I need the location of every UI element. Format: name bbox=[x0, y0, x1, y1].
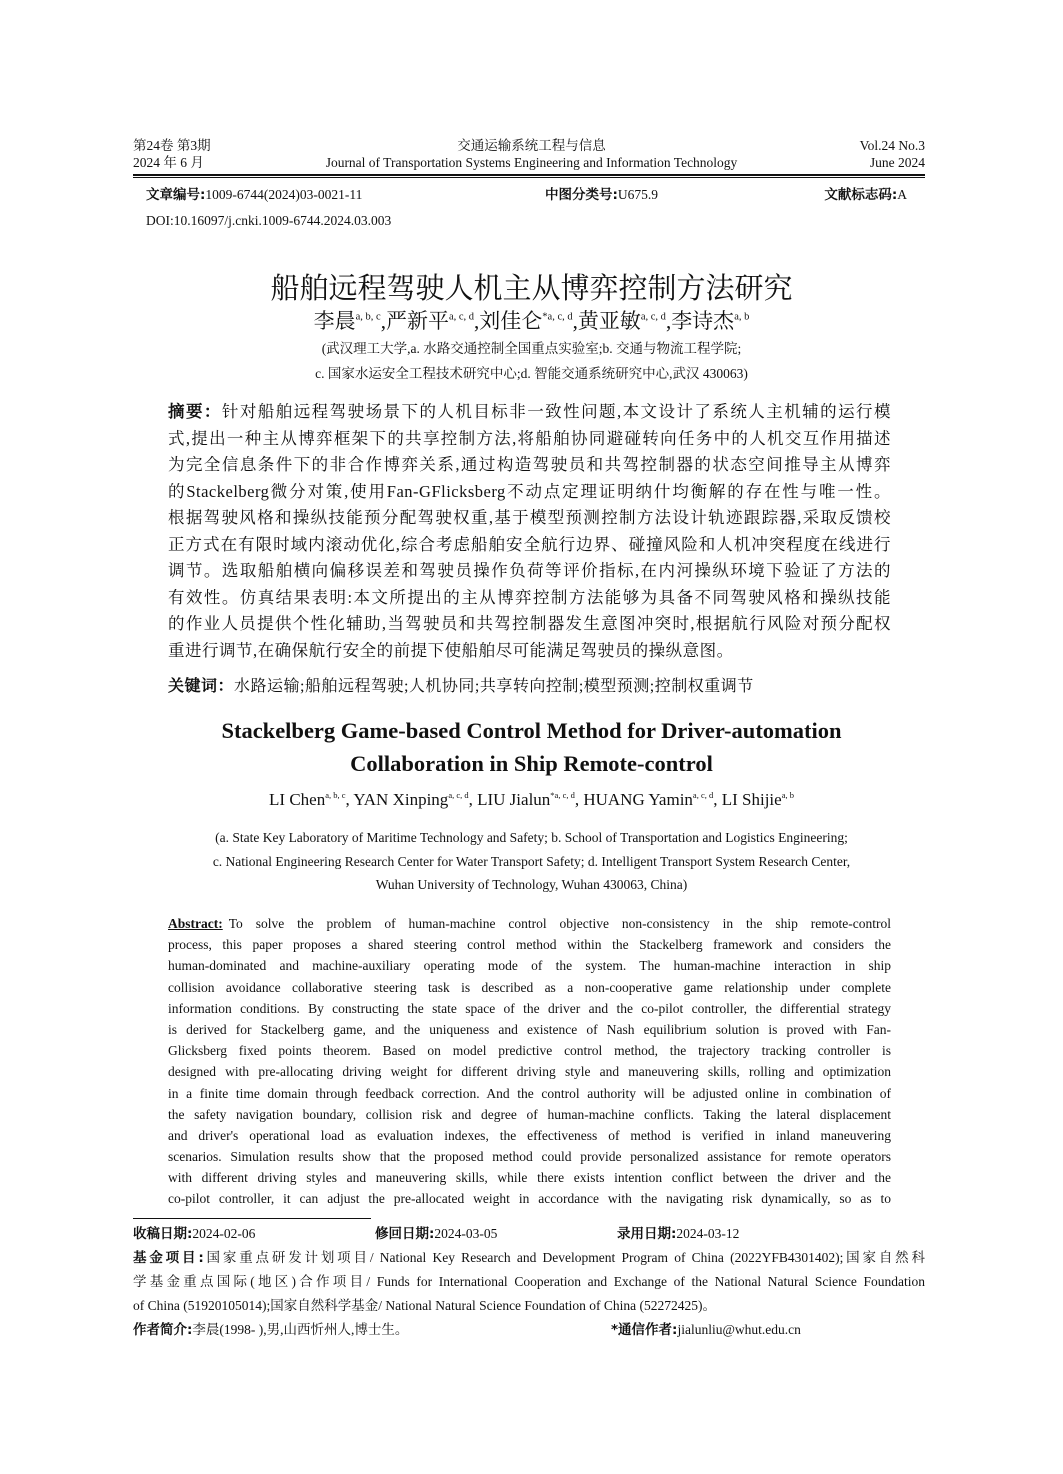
author-name: 李诗杰 bbox=[671, 309, 735, 333]
received-date: 2024-02-06 bbox=[192, 1226, 256, 1241]
revised-date: 2024-03-05 bbox=[434, 1226, 498, 1241]
label: 中图分类号: bbox=[545, 187, 618, 203]
title-line: Stackelberg Game-based Control Method for Driver-automation bbox=[221, 718, 842, 743]
revised-label: 修回日期: bbox=[375, 1226, 435, 1242]
author-affiliation-mark: *a, c, d bbox=[550, 790, 575, 801]
abstract-text: 式,提出一种主从博弈框架下的共享控制方法,将船舶协同避碰转向任务中的人机交互作用描述 bbox=[168, 428, 891, 448]
abstract-line bbox=[168, 1019, 891, 1040]
affiliation-en bbox=[0, 826, 1063, 897]
abstract-line bbox=[168, 998, 891, 1019]
abstract-text: 的Stackelberg微分对策,使用Fan-GFlicksberg不动点定理证明纳什均衡解的存在性与唯一性。 bbox=[168, 481, 891, 501]
abstract-text: in a finite time domain through feedback correction. And the control authority will be adjusted online in combination of bbox=[168, 1085, 891, 1101]
abstract-line bbox=[168, 1040, 891, 1061]
abstract-line bbox=[168, 955, 891, 976]
abstract-line bbox=[168, 1104, 891, 1125]
abstract-line bbox=[168, 1061, 891, 1082]
abstract-line bbox=[168, 1125, 891, 1146]
corresponding-email[interactable]: jialunliu@whut.edu.cn bbox=[677, 1322, 801, 1337]
abstract-text: 针对船舶远程驾驶场景下的人机目标非一致性问题,本文设计了系统人主机辅的运行模 bbox=[221, 402, 891, 421]
fund-line: 国家重点研发计划项目/ National Key Research and Development Program of China (2022YFB4301402);国家自然科 bbox=[203, 1250, 925, 1265]
keywords-text: 水路运输;船舶远程驾驶;人机协同;共享转向控制;模型预测;控制权重调节 bbox=[234, 678, 754, 695]
affiliation-line: c. 国家水运安全工程技术研究中心;d. 智能交通系统研究中心,武汉 430063) bbox=[315, 366, 748, 381]
value: U675.9 bbox=[617, 187, 659, 202]
abstract-line bbox=[168, 399, 891, 426]
abstract-text: 为完全信息条件下的非合作博弈关系,通过构造驾驶员和共驾控制器的状态空间推导主从博弈 bbox=[168, 455, 891, 474]
fund bbox=[133, 1246, 925, 1318]
abstract-text: and driver's operational load as evaluation indexes, the effectiveness of method is verified in inland maneuvering bbox=[168, 1127, 891, 1143]
affiliation-line: (a. State Key Laboratory of Maritime Technology and Safety; b. School of Transportation and Logistics Engineering; bbox=[215, 830, 848, 845]
affiliation-cn bbox=[0, 336, 1063, 386]
volume-en: Vol.24 No.3 bbox=[859, 138, 925, 153]
bio-text: 李晨(1998- ),男,山西忻州人,博士生。 bbox=[192, 1322, 409, 1337]
date-cn: 2024 年 6 月 bbox=[133, 155, 204, 170]
title-line: Collaboration in Ship Remote-control bbox=[350, 751, 713, 776]
abstract-line bbox=[168, 1083, 891, 1104]
author-affiliation-mark: a, b bbox=[781, 790, 794, 801]
author-affiliation-mark: a, c, d bbox=[448, 790, 469, 801]
author-separator: , bbox=[345, 790, 354, 809]
abstract-cn bbox=[168, 399, 891, 664]
author-affiliation-mark: a, c, d bbox=[640, 311, 666, 323]
authors-cn bbox=[0, 305, 1063, 335]
author-separator: , bbox=[572, 309, 578, 333]
clc-number bbox=[545, 185, 658, 205]
abstract-label: 摘要： bbox=[168, 402, 222, 421]
abstract-text: scenarios. Simulation results show that the proposed method could provide personalized assistance for remote operators bbox=[168, 1149, 891, 1165]
footnote-rule bbox=[133, 1218, 371, 1219]
author-separator: , bbox=[380, 309, 386, 333]
title-cn: 船舶远程驾驶人机主从博弈控制方法研究 bbox=[270, 271, 793, 305]
abstract-line bbox=[168, 1188, 891, 1209]
author-name: LIU Jialun bbox=[477, 790, 551, 809]
date-en: June 2024 bbox=[869, 155, 925, 170]
abstract-text: designed with pre-allocating driving weight for different driving style and maneuvering skills, rolling and optimization bbox=[168, 1064, 891, 1080]
author-name: 李晨 bbox=[313, 309, 356, 333]
author-affiliation-mark: a, c, d bbox=[448, 311, 475, 323]
affiliation-line: (武汉理工大学,a. 水路交通控制全国重点实验室;b. 交通与物流工程学院; bbox=[321, 341, 742, 356]
doi: DOI:10.16097/j.cnki.1009-6744.2024.03.003 bbox=[146, 213, 392, 228]
abstract-line bbox=[168, 1167, 891, 1188]
volume-cn: 第24卷 第3期 bbox=[133, 138, 211, 153]
author-affiliation-mark: a, b bbox=[734, 311, 750, 323]
journal-name-cn: 交通运输系统工程与信息 bbox=[457, 138, 606, 153]
abstract-text: is derived for Stackelberg game, and the uniqueness and existence of Nash equilibrium solution is proved with Fan- bbox=[168, 1021, 891, 1037]
author-affiliation-mark: *a, c, d bbox=[542, 311, 573, 323]
author-separator: , bbox=[474, 309, 480, 333]
abstract-text: 的作业人员提供个性化辅助,当驾驶员和共驾控制器发生意图冲突时,根据航行风险对预分配权 bbox=[168, 614, 891, 633]
corresponding-label: *通信作者: bbox=[611, 1322, 678, 1338]
abstract-text: 有效性。仿真结果表明:本文所提出的主从博弈控制方法能够为具备不同驾驶风格和操纵技能 bbox=[168, 587, 891, 607]
abstract-line bbox=[168, 479, 891, 506]
author-name: YAN Xinping bbox=[353, 790, 449, 809]
abstract-label: Abstract: bbox=[168, 916, 223, 931]
keywords-cn bbox=[168, 673, 754, 696]
document-code bbox=[824, 185, 907, 205]
authors-en bbox=[0, 790, 1063, 810]
abstract-line bbox=[168, 532, 891, 559]
affiliation-line: c. National Engineering Research Center for Water Transport Safety; d. Intelligent Transport System Research Center, bbox=[212, 853, 851, 869]
abstract-text: 正方式在有限时域内滚动优化,综合考虑船舶安全航行边界、碰撞风险和人机冲突程度在线进行 bbox=[168, 534, 891, 554]
author-separator: , bbox=[468, 790, 478, 809]
label: 文章编号: bbox=[146, 187, 206, 203]
abstract-text: 调节。选取船舶横向偏移误差和驾驶员操作负荷等评价指标,在内河操纵环境下验证了方法的 bbox=[168, 561, 891, 580]
accepted-date: 2024-03-12 bbox=[676, 1226, 740, 1241]
header-rule bbox=[133, 174, 925, 178]
abstract-line bbox=[168, 638, 891, 665]
author-name: 刘佳仑 bbox=[479, 309, 543, 333]
bio-label: 作者简介: bbox=[133, 1322, 193, 1338]
abstract-line bbox=[168, 585, 891, 612]
abstract-text: with different driving styles and maneuvering skills, while there exists intention conflict between the driver and the bbox=[168, 1170, 891, 1186]
abstract-line bbox=[168, 977, 891, 998]
value: A bbox=[897, 187, 907, 202]
journal-name-en: Journal of Transportation Systems Engineering and Information Technology bbox=[325, 155, 738, 170]
abstract-line bbox=[168, 452, 891, 479]
fund-label: 基金项目: bbox=[133, 1250, 204, 1266]
title-en bbox=[0, 714, 1063, 780]
value: 1009-6744(2024)03-0021-11 bbox=[205, 187, 363, 202]
abstract-text: Glicksberg fixed points theorem. Based on model predictive control method, the trajectory tracking controller is bbox=[168, 1043, 891, 1059]
abstract-text: To solve the problem of human-machine control objective non-consistency in the ship remote-control bbox=[228, 916, 891, 931]
author-separator: , bbox=[574, 790, 584, 809]
accepted-label: 录用日期: bbox=[617, 1226, 677, 1242]
abstract-text: 重进行调节,在确保航行安全的前提下使船舶尽可能满足驾驶员的操纵意图。 bbox=[168, 640, 734, 660]
abstract-text: co-pilot controller, it can adjust the pre-allocated weight in accordance with the navigating risk dynamically, so as to bbox=[168, 1191, 891, 1207]
author-name: HUANG Yamin bbox=[583, 790, 693, 809]
abstract-text: the safety navigation boundary, collision risk and degree of human-machine conflicts. Taking the lateral displacement bbox=[168, 1106, 891, 1122]
author-affiliation-mark: a, b, c bbox=[325, 790, 346, 801]
abstract-text: process, this paper proposes a shared steering control method within the Stackelberg framework and considers the bbox=[168, 937, 891, 953]
affiliation-line: Wuhan University of Technology, Wuhan 430063, China) bbox=[375, 877, 688, 892]
abstract-line bbox=[168, 611, 891, 638]
abstract-line bbox=[168, 913, 891, 934]
author-name: LI Shijie bbox=[721, 790, 782, 809]
author-name: 黄亚敏 bbox=[577, 309, 641, 333]
abstract-line bbox=[168, 426, 891, 453]
author-separator: , bbox=[665, 309, 672, 333]
article-number bbox=[146, 185, 362, 205]
fund-line: 学基金重点国际(地区)合作项目/ Funds for International Cooperation and Exchange of the National Natural Science Foundation bbox=[133, 1274, 925, 1289]
author-affiliation-mark: a, b, c bbox=[355, 311, 381, 323]
author-name: 严新平 bbox=[385, 309, 449, 333]
abstract-line bbox=[168, 505, 891, 532]
author-name: LI Chen bbox=[269, 790, 326, 809]
abstract-text: human-dominated and machine-auxiliary operating mode of the system. The human-machine interaction in ship bbox=[168, 958, 891, 974]
abstract-line bbox=[168, 1146, 891, 1167]
abstract-line bbox=[168, 934, 891, 955]
fund-line: of China (51920105014);国家自然科学基金/ National Natural Science Foundation of China (52272425)。 bbox=[133, 1298, 717, 1313]
keywords-label: 关键词： bbox=[168, 676, 235, 695]
abstract-text: 根据驾驶风格和操纵技能预分配驾驶权重,基于模型预测控制方法设计轨迹跟踪器,采取反馈校 bbox=[168, 508, 891, 527]
abstract-text: information conditions. By constructing the state space of the driver and the co-pilot controller, the differential strategy bbox=[168, 1000, 891, 1016]
author-separator: , bbox=[713, 790, 722, 809]
abstract-en bbox=[168, 913, 891, 1210]
author-affiliation-mark: a, c, d bbox=[692, 790, 714, 801]
label: 文献标志码: bbox=[824, 187, 898, 203]
received-label: 收稿日期: bbox=[133, 1226, 193, 1242]
abstract-text: collision avoidance collaborative steering task is described as a non-cooperative game relationship under complete bbox=[168, 979, 891, 995]
abstract-line bbox=[168, 558, 891, 585]
